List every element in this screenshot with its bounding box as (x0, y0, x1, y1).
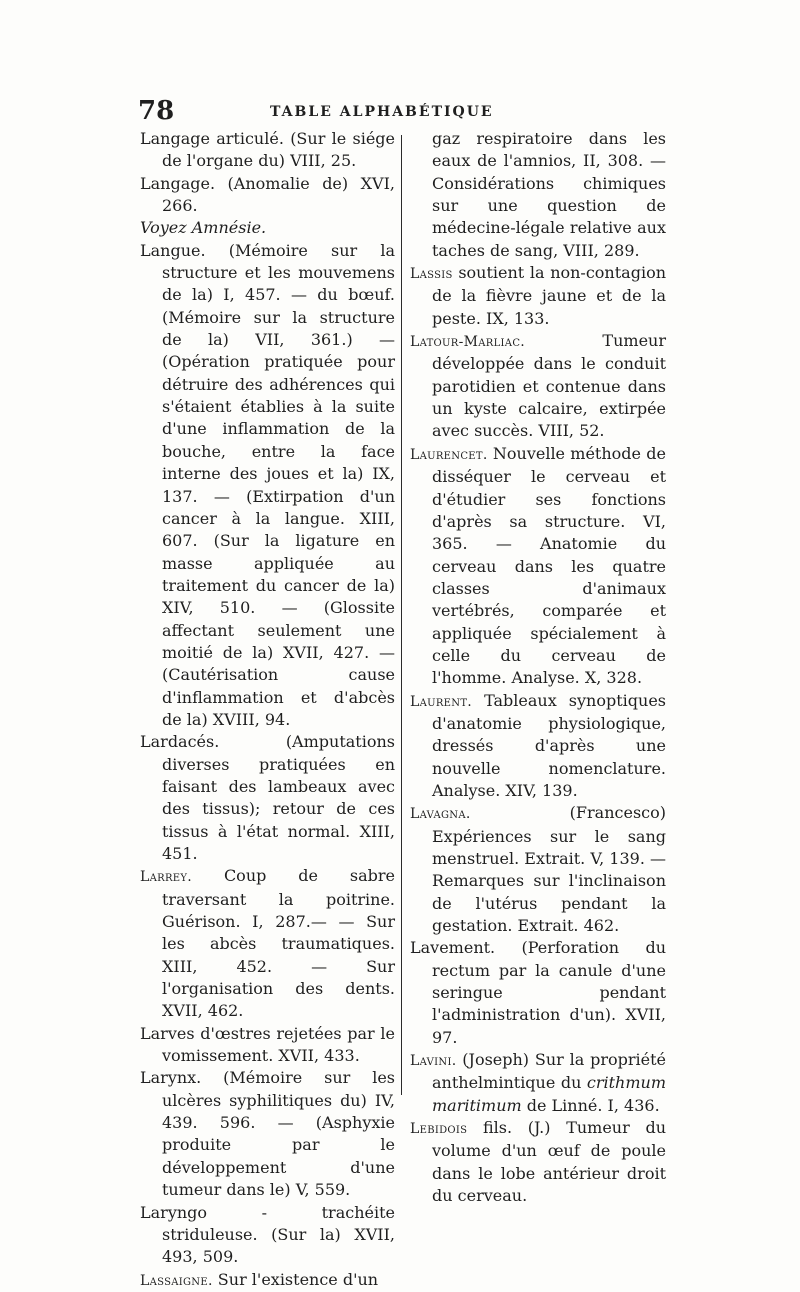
entry-text: (Joseph) Sur la propriété anthelmintique du (432, 1050, 666, 1093)
index-entry (140, 731, 395, 865)
entry-text: fils. (J.) Tumeur du volume d'un œuf de poule dans le lobe antérieur droit du cerveau. (432, 1118, 666, 1206)
entry-text: Laryngo - trachéite striduleuse. (Sur la) XVII, 493, 509. (140, 1202, 395, 1267)
index-entry (140, 128, 395, 173)
entry-italic: crithmum maritimum (432, 1073, 666, 1115)
entry-text: Tableaux synoptiques d'anatomie physiologique, dressés d'après une nouvelle nomenclature. Analyse. XIV, 139. (432, 690, 666, 800)
entry-text: Tumeur développée dans le conduit parotidien et contenue dans un kyste calcaire, extirpée avec succès. VIII, 52. (432, 331, 666, 441)
entry-head: Latour-Marliac. (410, 334, 526, 351)
entry-text: Larynx. (Mémoire sur les ulcères syphilitiques du) IV, 439. 596. — (Asphyxie produite par le développement d'une tumeur dans le) V, 559. (140, 1068, 395, 1200)
index-entry (410, 690, 666, 803)
index-entry (140, 865, 395, 1022)
index-entry (410, 802, 666, 937)
entry-head: Lavagna. (410, 806, 471, 823)
entry-head: Lebidois (410, 1121, 468, 1138)
entry-tail: de Linné. I, 436. (521, 1095, 660, 1115)
entry-text: Lavement. (Perforation du rectum par la canule d'une seringue pendant l'administration d'un). XVII, 97. (410, 938, 666, 1047)
entry-head: Laurent. (410, 693, 473, 710)
entry-text: Coup de sabre traversant la poitrine. Guérison. I, 287.— — Sur les abcès traumatiques. XIII, 452. — Sur l'organisation des dents. XVII, 462. (162, 866, 395, 1021)
index-entry (410, 1049, 666, 1117)
entry-head: Laurencet. (410, 446, 488, 463)
index-entry (140, 1269, 395, 1292)
entry-head: Lassis (410, 266, 453, 283)
entry-text: Lardacés. (Amputations diverses pratiquées en faisant des lambeaux avec des tissus); retour de ces tissus à l'état normal. XIII, 451. (140, 732, 395, 863)
entry-head: Larrey. (140, 869, 193, 886)
index-entry (410, 128, 666, 262)
index-entry (140, 1202, 395, 1269)
entry-text: Nouvelle méthode de disséquer le cerveau et d'étudier ses fonctions d'après sa structure. VI, 365. — Anatomie du cerveau dans les quatre classes d'animaux vertébrés, comparée et appliquée spécialement à celle du cerveau de l'homme. Analyse. X, 328. (432, 443, 666, 688)
index-entry (410, 1117, 666, 1207)
entry-text: Langage articulé. (Sur le siége de l'organe du) VIII, 25. (140, 129, 395, 171)
entry-text: (Francesco) Expériences sur le sang menstruel. Extrait. V, 139. — Remarques sur l'inclinaison de l'utérus pendant la gestation. Extrait. 462. (432, 803, 666, 936)
left-column (140, 128, 395, 1292)
index-entry (410, 330, 666, 443)
index-entry (410, 262, 666, 330)
index-entry (140, 217, 395, 239)
index-entry (410, 937, 666, 1049)
entry-text: Langue. (Mémoire sur la structure et les mouvemens de la) I, 457. — du bœuf. (Mémoire sur la structure de la) VII, 361.) — (Opération pratiquée pour détruire des adhérences qui s'étaient établies à la suite d'une inflammation de la bouche, entre la face interne des joues et la) IX, 137. — (Extirpation d'un cancer à la langue. XIII, 607. (Sur la ligature en masse appliquée au traitement du cancer de la) XIV, 510. — (Glossite affectant seulement une moitié de la) XVII, 427. — (Cautérisation cause d'inflammation et d'abcès de la) XVIII, 94. (140, 240, 395, 729)
right-column (410, 128, 666, 1208)
entry-text: soutient la non-contagion de la fièvre jaune et de la peste. IX, 133. (432, 263, 666, 328)
entry-head: Lavini. (410, 1053, 457, 1070)
index-entry (140, 1023, 395, 1068)
entry-text: Sur l'existence d'un (212, 1269, 379, 1289)
entry-head: Lassaigne. (140, 1272, 213, 1289)
index-entry (140, 1067, 395, 1201)
column-divider (401, 135, 402, 1095)
index-entry (140, 240, 395, 732)
entry-text: gaz respiratoire dans les eaux de l'amnios, II, 308. — Considérations chimiques sur une question de médecine-légale relative aux taches de sang, VIII, 289. (432, 129, 666, 260)
entry-text: Larves d'œstres rejetées par le vomissement. XVII, 433. (140, 1023, 395, 1066)
index-entry (140, 173, 395, 218)
page-number: 78 (138, 96, 175, 126)
running-title: TABLE ALPHABÉTIQUE (270, 104, 494, 120)
entry-text: Voyez Amnésie. (140, 218, 267, 238)
index-entry (410, 443, 666, 690)
entry-text: Langage. (Anomalie de) XVI, 266. (140, 173, 395, 216)
